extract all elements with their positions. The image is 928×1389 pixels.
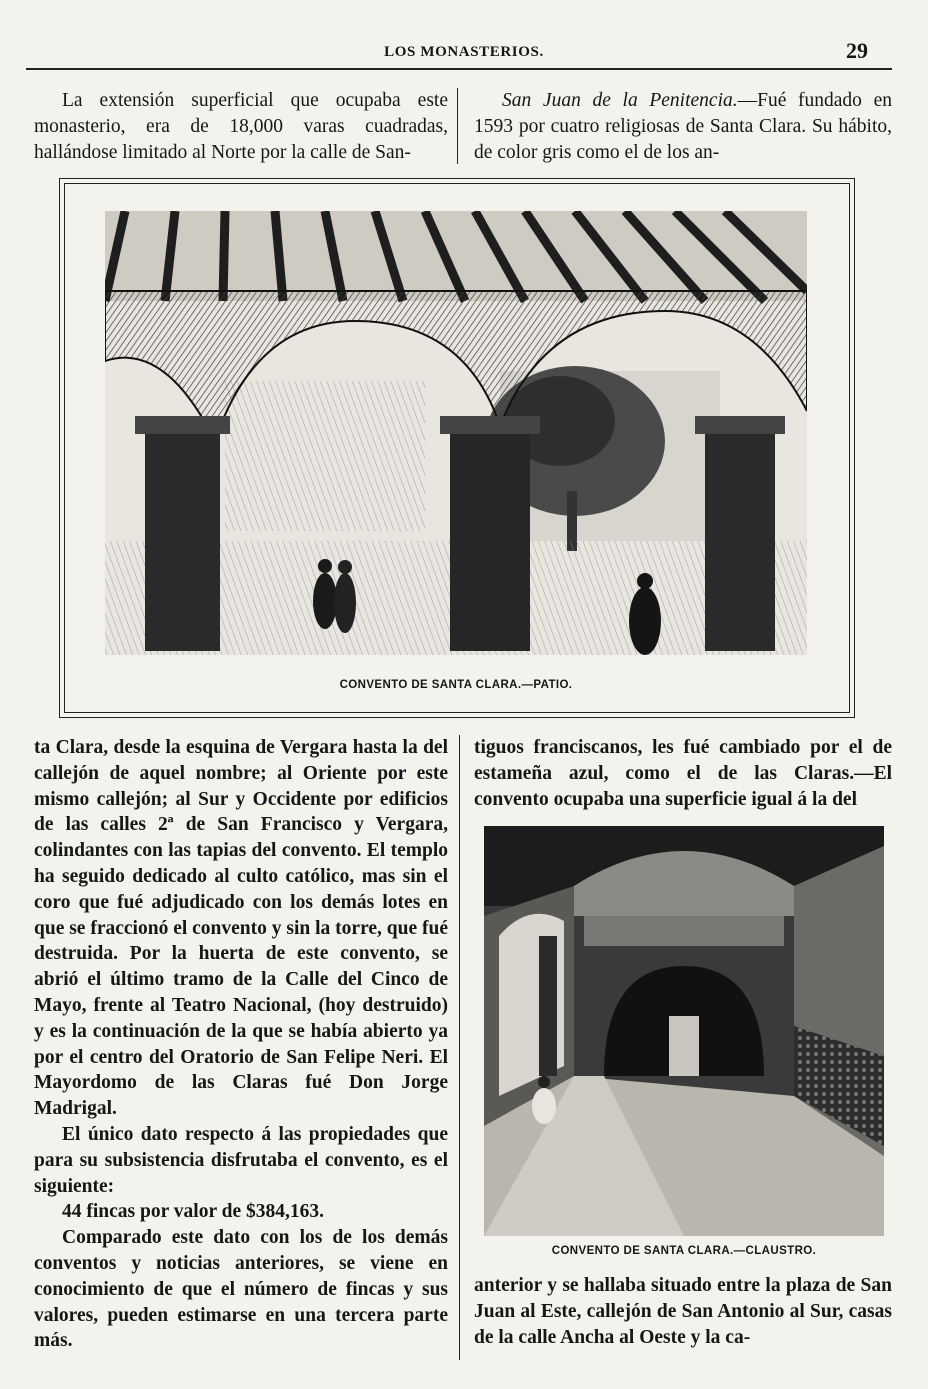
top-left-column	[34, 88, 448, 165]
engraving-patio	[105, 211, 807, 655]
top-right-column	[474, 88, 892, 165]
top-right-paragraph	[474, 88, 892, 165]
bottom-left-paragraph-4: Comparado este dato con los de los demás conventos y noticias anteriores, se viene en conocimiento de que el número de fincas y sus valores, pueden estimarse en una tercera parte más.	[34, 1227, 448, 1352]
bottom-right-column-bottom	[474, 1273, 892, 1350]
bottom-right-paragraph-1: tiguos franciscanos, les fué cambiado por el de estameña azul, como el de las Claras.—El convento ocupaba una superficie igual á la del	[474, 737, 892, 810]
figure-bottom-caption: CONVENTO DE SANTA CLARA.—CLAUSTRO.	[551, 1245, 817, 1257]
header-rule	[26, 68, 892, 70]
heading-san-juan: San Juan de la Penitencia.	[502, 90, 738, 111]
bottom-right-column-top	[474, 735, 892, 812]
top-right-text: —Fué fundado en 1593 por cuatro religiosas de Santa Clara. Su hábito, de color gris como el de los an-	[474, 90, 892, 163]
photo-claustro	[484, 826, 884, 1236]
figure-top-caption: CONVENTO DE SANTA CLARA.—PATIO.	[339, 679, 573, 691]
bottom-left-column	[34, 735, 448, 1354]
top-column-divider	[457, 88, 458, 164]
page-number: 29	[846, 38, 868, 63]
top-left-paragraph: La extensión superficial que ocupaba este monasterio, era de 18,000 varas cuadradas, hallándose limitado al Norte por la calle de San-	[34, 90, 448, 163]
bottom-column-divider	[459, 735, 460, 1360]
bottom-left-paragraph-1: ta Clara, desde la esquina de Vergara hasta la del callejón de aquel nombre; al Oriente por este mismo callejón; al Sur y Occidente por edificios de las calles 2ª de San Francisco y Vergara, colindantes con las tapias del convento. El templo ha seguido dedicado al culto católico, mas sin el coro que fué adjudicado con los demás lotes en que se fraccionó el convento y sin la torre, que fué destruida. Por la huerta de este convento, se abrió el último tramo de la Calle del Cinco de Mayo, frente al Teatro Nacional, (hoy destruido) y es la continuación de la que se había abierto ya por el centro del Oratorio de San Felipe Neri. El Mayordomo de las Claras fué Don Jorge Madrigal.	[34, 737, 448, 1120]
running-title: LOS MONASTERIOS.	[384, 44, 544, 60]
bottom-left-paragraph-3: 44 fincas por valor de $384,163.	[62, 1201, 324, 1223]
bottom-left-paragraph-2: El único dato respecto á las propiedades que para su subsistencia disfrutaba el convento, es el siguiente:	[34, 1123, 448, 1197]
bottom-right-paragraph-2: anterior y se hallaba situado entre la plaza de San Juan al Este, callejón de San Antonio al Sur, casas de la calle Ancha al Oeste y la ca-	[474, 1275, 892, 1348]
